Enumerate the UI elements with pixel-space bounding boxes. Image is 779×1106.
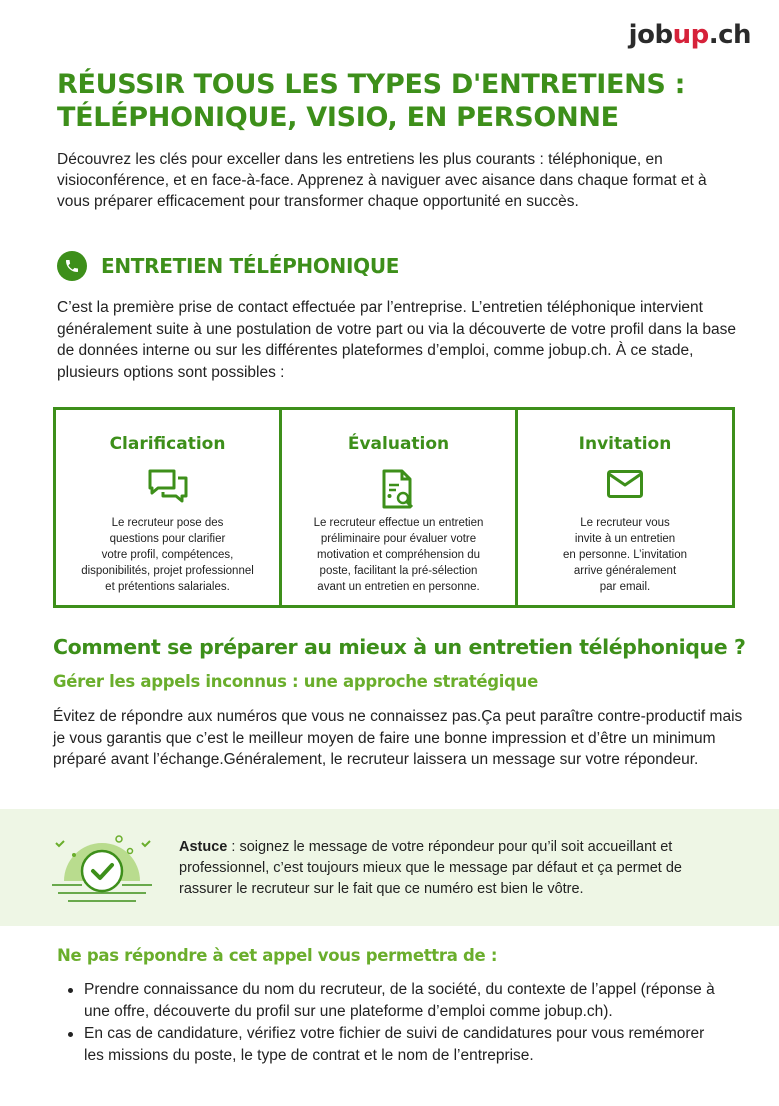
- tip-box: [0, 809, 779, 926]
- logo-up: up: [672, 20, 709, 50]
- page-title: [57, 68, 737, 134]
- options-grid: [53, 407, 735, 608]
- option-text: Le recruteur vous invite à un entretien en personne. L’invitation arrive généralement par email.: [562, 517, 688, 593]
- logo-job: job: [628, 20, 673, 50]
- option-clarification: [56, 410, 279, 605]
- option-text: Le recruteur pose des questions pour clarifier votre profil, compétences, disponibilités, projet professionnel et prétentions salariales.: [81, 517, 254, 593]
- option-title: Invitation: [578, 434, 672, 454]
- chat-bubbles-icon: [147, 468, 189, 511]
- option-invitation: [515, 410, 732, 605]
- list-item: En cas de candidature, vérifiez votre fichier de suivi de candidatures pour vous remémorer les missions du poste, le type de contrat et le nom de l’entreprise.: [59, 1023, 719, 1066]
- jobup-logo[interactable]: [629, 20, 751, 50]
- document-search-icon: [381, 468, 417, 515]
- intro-paragraph: Découvrez les clés pour exceller dans les entretiens les plus courants : téléphonique, en visioconférence, et en face-à-face. Apprenez à naviguer avec aisance dans chaque format et à vous préparer efficacement pour transformer chaque opportunité en succès.: [57, 151, 707, 210]
- option-title: Clarification: [109, 434, 226, 454]
- prep-subheading: Gérer les appels inconnus : une approche stratégique: [53, 672, 538, 691]
- page-title-line1: RÉUSSIR TOUS LES TYPES D'ENTRETIENS :: [57, 69, 686, 100]
- section-header: [57, 251, 399, 281]
- tip-body: : soignez le message de votre répondeur pour qu’il soit accueillant et professionnel, c’est toujours mieux que le message par défaut et ça permet de rassurer le recruteur sur le fait que ce numéro est bien le vôtre.: [179, 839, 682, 897]
- tip-label: Astuce: [179, 839, 228, 855]
- option-text: Le recruteur effectue un entretien préliminaire pour évaluer votre motivation et compréhension du poste, facilitant la pré-sélection avant un entretien en personne.: [313, 517, 484, 593]
- list-item: Prendre connaissance du nom du recruteur, de la société, du contexte de l’appel (réponse à une offre, découverte du profil sur une plateforme d’emploi comme jobup.ch).: [59, 979, 719, 1022]
- envelope-icon: [606, 468, 644, 505]
- phone-icon: [57, 251, 87, 281]
- prep-heading: Comment se préparer au mieux à un entretien téléphonique ?: [53, 635, 746, 659]
- tip-text: [179, 837, 739, 900]
- section-title: ENTRETIEN TÉLÉPHONIQUE: [101, 254, 400, 278]
- logo-domain: .ch: [708, 20, 751, 50]
- option-title: Évaluation: [347, 434, 450, 454]
- prep-paragraph: Évitez de répondre aux numéros que vous ne connaissez pas.Ça peut paraître contre-productif mais je vous garantis que c’est le meilleur moyen de faire une bonne impression et d’être un minimum préparé avant l’échange.Généralement, le recruteur laissera un message sur votre répondeur.: [53, 708, 743, 768]
- section-paragraph: C’est la première prise de contact effectuée par l’entreprise. L’entretien téléphonique intervient généralement suite à une postulation de votre part ou via la découverte de votre profil dans la base de données interne ou sur les différentes plateformes d’emploi, comme jobup.ch. À ce stade, plusieurs options sont possibles :: [57, 299, 736, 381]
- benefits-list: [59, 979, 719, 1067]
- checkmark-badge-icon: [52, 829, 156, 912]
- option-evaluation: [279, 410, 515, 605]
- page-title-line2: TÉLÉPHONIQUE, VISIO, EN PERSONNE: [57, 102, 619, 133]
- benefits-heading: Ne pas répondre à cet appel vous permettra de :: [57, 946, 498, 965]
